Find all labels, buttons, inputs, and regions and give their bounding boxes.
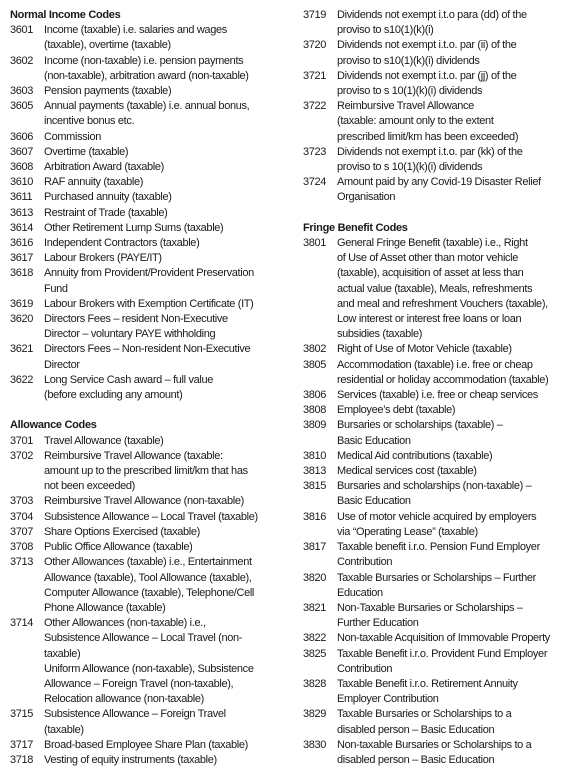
code-description: [337, 707, 573, 737]
code-number: 3620: [10, 313, 34, 326]
description-line: Taxable Benefit i.r.o. Provident Fund Employer: [337, 647, 548, 660]
code-number: 3829: [303, 708, 327, 721]
code-description: [44, 373, 297, 403]
code-description: [337, 236, 573, 342]
description-line: Basic Education: [337, 495, 411, 508]
code-entry: [303, 8, 573, 38]
code-entry: [10, 342, 297, 372]
description-line: (taxable), acquisition of asset at less than: [337, 267, 524, 280]
description-line: not been exceeded): [44, 480, 135, 493]
code-description: [44, 434, 297, 449]
description-line: Subsistence Allowance – Local Travel (taxable): [44, 510, 258, 523]
code-entry: [10, 297, 297, 312]
description-line: Director: [44, 358, 80, 371]
description-line: Taxable Bursaries or Scholarships – Further: [337, 571, 536, 584]
code-entry: [10, 449, 297, 495]
code-number: 3810: [303, 449, 327, 462]
description-line: Contribution: [337, 662, 393, 675]
code-description: [44, 449, 297, 495]
code-description: [337, 631, 573, 646]
code-number: 3714: [10, 617, 34, 630]
right-column: [303, 8, 573, 768]
section-heading-allowance-codes: Allowance Codes: [10, 419, 97, 432]
code-entry: [303, 145, 573, 175]
code-entry: [303, 236, 573, 342]
description-line: (taxable): [44, 723, 84, 736]
description-line: Purchased annuity (taxable): [44, 191, 172, 204]
code-number: 3718: [10, 753, 34, 766]
description-line: Relocation allowance (non-taxable): [44, 693, 204, 706]
code-number: 3703: [10, 495, 34, 508]
description-line: Long Service Cash award – full value: [44, 373, 214, 386]
description-line: Dividends not exempt i.t.o. par (ii) of the: [337, 39, 517, 52]
description-line: Organisation: [337, 191, 396, 204]
code-description: [44, 190, 297, 205]
description-line: Commission: [44, 130, 102, 143]
code-number: 3806: [303, 389, 327, 402]
code-number: 3816: [303, 510, 327, 523]
code-entry: [10, 494, 297, 509]
code-entry: [10, 130, 297, 145]
code-number: 3815: [303, 480, 327, 493]
code-description: [337, 175, 573, 205]
description-line: Annuity from Provident/Provident Preservation: [44, 267, 254, 280]
code-number: 3822: [303, 632, 327, 645]
code-description: [337, 601, 573, 631]
description-line: Labour Brokers with Exemption Certificate (IT): [44, 297, 254, 310]
code-entry: [10, 190, 297, 205]
code-description: [337, 418, 573, 448]
section-spacer: [10, 403, 297, 418]
description-line: Use of motor vehicle acquired by employers: [337, 510, 537, 523]
code-number: 3603: [10, 85, 34, 98]
code-entry: [303, 342, 573, 357]
code-number: 3607: [10, 145, 34, 158]
description-line: Pension payments (taxable): [44, 85, 172, 98]
description-line: Dividends not exempt i.t.o. par (jj) of the: [337, 69, 517, 82]
code-description: [337, 510, 573, 540]
code-description: [44, 616, 297, 707]
description-line: Vesting of equity instruments (taxable): [44, 753, 217, 766]
description-line: Computer Allowance (taxable), Telephone/Cell: [44, 586, 255, 599]
code-description: [44, 145, 297, 160]
description-line: Directors Fees – resident Non-Executive: [44, 313, 228, 326]
code-description: [337, 358, 573, 388]
description-line: General Fringe Benefit (taxable) i.e., Right: [337, 237, 528, 250]
code-entry: [10, 373, 297, 403]
code-number: 3717: [10, 738, 34, 751]
description-line: via “Operating Lease” (taxable): [337, 525, 478, 538]
code-entry: [10, 738, 297, 753]
code-number: 3707: [10, 525, 34, 538]
code-description: [44, 738, 297, 753]
code-number: 3606: [10, 130, 34, 143]
description-line: taxable): [44, 647, 81, 660]
code-description: [337, 69, 573, 99]
code-number: 3614: [10, 221, 34, 234]
code-entry: [10, 251, 297, 266]
description-line: proviso to s 10(1)(k)(i) dividends: [337, 161, 483, 174]
code-number: 3618: [10, 267, 34, 280]
description-line: Allowance – Foreign Travel (non-taxable),: [44, 677, 234, 690]
code-number: 3605: [10, 100, 34, 113]
description-line: Non-Taxable Bursaries or Scholarships –: [337, 601, 523, 614]
code-number: 3821: [303, 601, 327, 614]
code-entry: [10, 510, 297, 525]
code-number: 3610: [10, 176, 34, 189]
code-number: 3704: [10, 510, 34, 523]
description-line: incentive bonus etc.: [44, 115, 135, 128]
code-entry: [10, 525, 297, 540]
section-heading-normal-income-codes: Normal Income Codes: [10, 9, 121, 21]
code-number: 3601: [10, 24, 34, 37]
code-entry: [303, 418, 573, 448]
description-line: Non-taxable Bursaries or Scholarships to a: [337, 738, 532, 751]
code-entry: [303, 601, 573, 631]
description-line: Taxable benefit i.r.o. Pension Fund Employer: [337, 541, 540, 554]
description-line: Income (taxable) i.e. salaries and wages: [44, 24, 227, 37]
code-number: 3723: [303, 145, 327, 158]
description-line: Broad-based Employee Share Plan (taxable): [44, 738, 248, 751]
description-line: Subsistence Allowance – Foreign Travel: [44, 708, 226, 721]
code-description: [337, 571, 573, 601]
code-number: 3608: [10, 161, 34, 174]
code-number: 3701: [10, 434, 34, 447]
code-description: [44, 175, 297, 190]
code-number: 3828: [303, 677, 327, 690]
description-line: (taxable: amount only to the extent: [337, 115, 494, 128]
left-column: [10, 8, 297, 768]
description-line: Low interest or interest free loans or loan: [337, 313, 522, 326]
description-line: Dividends not exempt i.t.o para (dd) of the: [337, 9, 527, 21]
description-line: Other Allowances (taxable) i.e., Entertainment: [44, 556, 252, 569]
description-line: subsidies (taxable): [337, 328, 423, 341]
code-entry: [10, 145, 297, 160]
description-line: Contribution: [337, 556, 393, 569]
code-description: [44, 54, 297, 84]
description-line: Share Options Exercised (taxable): [44, 525, 200, 538]
code-description: [44, 312, 297, 342]
description-line: Taxable Benefit i.r.o. Retirement Annuity: [337, 677, 518, 690]
description-line: (taxable), overtime (taxable): [44, 39, 171, 52]
code-number: 3720: [303, 39, 327, 52]
code-entry: [303, 647, 573, 677]
code-number: 3715: [10, 708, 34, 721]
code-description: [337, 677, 573, 707]
code-description: [44, 130, 297, 145]
code-number: 3702: [10, 449, 34, 462]
code-entry: [303, 388, 573, 403]
description-line: proviso to s 10(1)(k)(i) dividends: [337, 85, 483, 98]
description-line: Medical Aid contributions (taxable): [337, 449, 493, 462]
description-line: Income (non-taxable) i.e. pension payments: [44, 54, 244, 67]
description-line: Further Education: [337, 617, 419, 630]
code-number: 3809: [303, 419, 327, 432]
code-description: [44, 707, 297, 737]
code-number: 3817: [303, 541, 327, 554]
description-line: Employee’s debt (taxable): [337, 404, 456, 417]
section-spacer: [303, 206, 573, 221]
code-number: 3813: [303, 465, 327, 478]
code-number: 3619: [10, 297, 34, 310]
code-entry: [10, 236, 297, 251]
description-line: prescribed limit/km has been exceeded): [337, 130, 519, 143]
code-description: [44, 753, 297, 768]
code-description: [44, 555, 297, 616]
code-number: 3708: [10, 541, 34, 554]
code-description: [337, 99, 573, 145]
description-line: Dividends not exempt i.t.o. par (kk) of the: [337, 145, 523, 158]
code-description: [337, 8, 573, 38]
description-line: Annual payments (taxable) i.e. annual bonus,: [44, 100, 250, 113]
code-entry: [303, 707, 573, 737]
description-line: and meal and refreshment Vouchers (taxable),: [337, 297, 548, 310]
code-description: [44, 84, 297, 99]
code-entry: [10, 99, 297, 129]
code-description: [337, 38, 573, 68]
code-number: 3622: [10, 373, 34, 386]
code-entry: [10, 23, 297, 53]
description-line: (non-taxable), arbitration award (non-taxable): [44, 69, 249, 82]
code-number: 3719: [303, 9, 327, 21]
description-line: Uniform Allowance (non-taxable), Subsistence: [44, 662, 254, 675]
code-entry: [10, 434, 297, 449]
code-entry: [10, 312, 297, 342]
description-line: Accommodation (taxable) i.e. free or cheap: [337, 358, 533, 371]
code-entry: [10, 266, 297, 296]
code-description: [337, 145, 573, 175]
description-line: Phone Allowance (taxable): [44, 601, 166, 614]
description-line: Bursaries or scholarships (taxable) –: [337, 419, 503, 432]
code-number: 3802: [303, 343, 327, 356]
description-line: residential or holiday accommodation (taxable): [337, 373, 549, 386]
code-entry: [303, 99, 573, 145]
code-entry: [10, 84, 297, 99]
code-number: 3830: [303, 738, 327, 751]
code-entry: [303, 738, 573, 768]
description-line: Overtime (taxable): [44, 145, 129, 158]
description-line: proviso to s10(1)(k)(i): [337, 24, 434, 37]
code-entry: [303, 571, 573, 601]
code-description: [44, 266, 297, 296]
code-number: 3613: [10, 206, 34, 219]
code-number: 3722: [303, 100, 327, 113]
code-entry: [303, 175, 573, 205]
code-entry: [303, 403, 573, 418]
description-line: Subsistence Allowance – Local Travel (non-: [44, 632, 243, 645]
description-line: Restraint of Trade (taxable): [44, 206, 168, 219]
code-description: [44, 236, 297, 251]
code-description: [337, 449, 573, 464]
description-line: Education: [337, 586, 383, 599]
code-number: 3713: [10, 556, 34, 569]
code-description: [44, 23, 297, 53]
description-line: Non-taxable Acquisition of Immovable Property: [337, 632, 550, 645]
description-line: Reimbursive Travel Allowance (taxable:: [44, 449, 223, 462]
code-description: [337, 464, 573, 479]
code-entry: [303, 479, 573, 509]
code-number: 3621: [10, 343, 34, 356]
code-entry: [303, 510, 573, 540]
code-description: [44, 99, 297, 129]
code-entry: [303, 449, 573, 464]
description-line: Taxable Bursaries or Scholarships to a: [337, 708, 512, 721]
description-line: Services (taxable) i.e. free or cheap services: [337, 389, 538, 402]
code-number: 3808: [303, 404, 327, 417]
code-number: 3801: [303, 237, 327, 250]
description-line: Fund: [44, 282, 68, 295]
code-number: 3616: [10, 237, 34, 250]
description-line: actual value (taxable), Meals, refreshments: [337, 282, 533, 295]
code-description: [44, 297, 297, 312]
description-line: Medical services cost (taxable): [337, 465, 477, 478]
description-line: Reimbursive Travel Allowance: [337, 100, 474, 113]
code-entry: [303, 540, 573, 570]
code-entry: [10, 175, 297, 190]
section-heading-fringe-benefit-codes: Fringe Benefit Codes: [303, 221, 408, 234]
code-number: 3724: [303, 176, 327, 189]
description-line: of Use of Asset other than motor vehicle: [337, 252, 519, 265]
code-number: 3820: [303, 571, 327, 584]
code-entry: [10, 616, 297, 707]
description-line: Reimbursive Travel Allowance (non-taxable): [44, 495, 244, 508]
code-description: [337, 388, 573, 403]
code-description: [337, 738, 573, 768]
code-entry: [303, 69, 573, 99]
description-line: Employer Contribution: [337, 693, 439, 706]
code-entry: [303, 358, 573, 388]
code-entry: [10, 555, 297, 616]
code-entry: [303, 631, 573, 646]
code-description: [44, 221, 297, 236]
code-description: [337, 647, 573, 677]
code-entry: [10, 206, 297, 221]
code-description: [44, 510, 297, 525]
code-description: [44, 206, 297, 221]
description-line: amount up to the prescribed limit/km that has: [44, 465, 248, 478]
code-description: [44, 160, 297, 175]
description-line: RAF annuity (taxable): [44, 176, 144, 189]
code-description: [337, 479, 573, 509]
description-line: Bursaries and scholarships (non-taxable) –: [337, 480, 532, 493]
code-number: 3617: [10, 252, 34, 265]
description-line: Allowance (taxable), Tool Allowance (taxable),: [44, 571, 252, 584]
code-number: 3805: [303, 358, 327, 371]
description-line: proviso to s10(1)(k)(i) dividends: [337, 54, 480, 67]
code-description: [337, 342, 573, 357]
description-line: Other Retirement Lump Sums (taxable): [44, 221, 224, 234]
code-description: [44, 251, 297, 266]
code-entry: [303, 38, 573, 68]
description-line: Labour Brokers (PAYE/IT): [44, 252, 162, 265]
description-line: Independent Contractors (taxable): [44, 237, 200, 250]
description-line: disabled person – Basic Education: [337, 753, 495, 766]
code-entry: [10, 753, 297, 768]
code-description: [337, 540, 573, 570]
code-description: [44, 525, 297, 540]
description-line: Director – voluntary PAYE withholding: [44, 328, 216, 341]
description-line: disabled person – Basic Education: [337, 723, 495, 736]
code-entry: [303, 677, 573, 707]
code-number: 3721: [303, 69, 327, 82]
code-description: [44, 342, 297, 372]
code-entry: [10, 540, 297, 555]
code-description: [337, 403, 573, 418]
description-line: (before excluding any amount): [44, 389, 183, 402]
description-line: Travel Allowance (taxable): [44, 434, 164, 447]
code-entry: [10, 160, 297, 175]
code-number: 3602: [10, 54, 34, 67]
code-entry: [303, 464, 573, 479]
description-line: Directors Fees – Non-resident Non-Executive: [44, 343, 251, 356]
description-line: Arbitration Award (taxable): [44, 161, 164, 174]
code-description: [44, 494, 297, 509]
code-number: 3611: [10, 191, 33, 204]
description-line: Basic Education: [337, 434, 411, 447]
code-entry: [10, 221, 297, 236]
code-entry: [10, 54, 297, 84]
code-entry: [10, 707, 297, 737]
description-line: Other Allowances (non-taxable) i.e.,: [44, 617, 206, 630]
description-line: Amount paid by any Covid-19 Disaster Relief: [337, 176, 541, 189]
description-line: Public Office Allowance (taxable): [44, 541, 193, 554]
description-line: Right of Use of Motor Vehicle (taxable): [337, 343, 512, 356]
code-number: 3825: [303, 647, 327, 660]
code-description: [44, 540, 297, 555]
